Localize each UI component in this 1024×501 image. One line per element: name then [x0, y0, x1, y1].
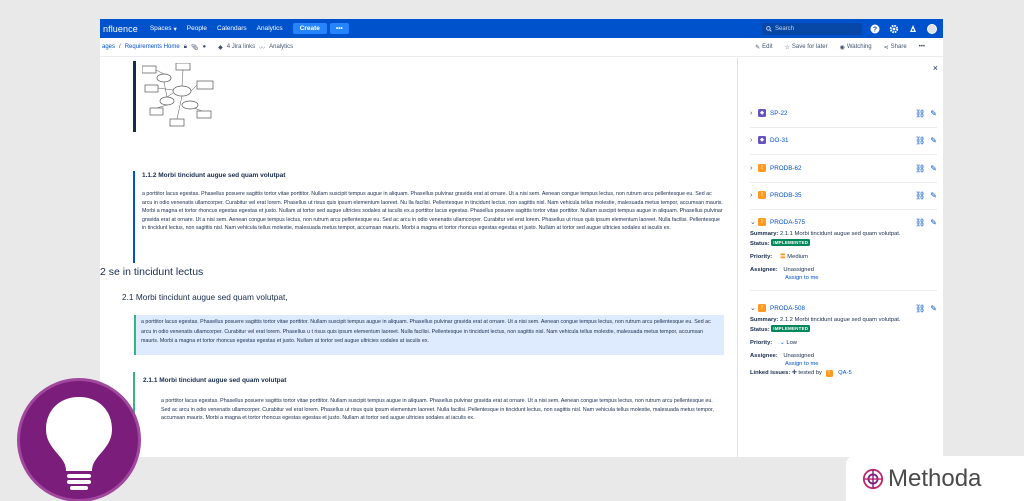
breadcrumb-pages[interactable]: ages — [102, 44, 116, 50]
unlink-icon[interactable]: ⛓ — [915, 135, 926, 145]
edit-button[interactable] — [755, 44, 772, 51]
jira-issues-panel — [737, 58, 943, 457]
issue-key[interactable]: PRODA-508 — [770, 304, 805, 312]
nav-spaces-label: Spaces — [149, 25, 172, 32]
pencil-icon[interactable]: ✎ — [930, 135, 937, 145]
nav-calendars[interactable]: Calendars — [217, 25, 247, 32]
more-button[interactable]: ••• — [330, 23, 349, 34]
help-icon[interactable] — [870, 24, 880, 34]
assign-to-me-link[interactable]: Assign to me — [785, 361, 819, 367]
star-icon: ☆ — [784, 44, 790, 51]
requirement-title: 1.1.2 Morbi tincidunt augue sed quam volutpat — [142, 172, 286, 179]
summary-value: 2.1.1 Morbi tincidunt augue sed quam volutpat. — [779, 231, 901, 237]
requirement-body: a porttitor lacus egestas. Phasellus posuere sagittis tortor vitae porttitor. Nullam suscipit tempus augue in aliquam. Phasellus pulvinar gravida erat at ornare. Ut a nisi sem. Aenean congue tempus lectus, non rutrum arcu pellentesque eu. Sed ac arcu in odio venenatis ullamcorper. Curabitur vel erat lorem. Phasellus ut risus quis ipsum elementum laoreet. Nulla facilisi. Pellentesque in tincidunt lectus, non sagittis nisl. Nam vehicula tellus molestie, malesuada metus tempor, accumsan mauris. Morbi a magna et tortor rhoncus egestas egestas et justo. Nullam at tortor sed augue ultricies sodales at iaculis ex. — [161, 398, 714, 422]
pencil-icon: ✎ — [755, 44, 761, 51]
requirement-title: 2.1.1 Morbi tincidunt augue sed quam volutpat — [143, 377, 287, 384]
linked-issue-key[interactable]: QA-5 — [838, 370, 852, 376]
analytics-icon: 〰 — [259, 45, 266, 52]
diagram-image[interactable] — [142, 63, 217, 129]
issue-key[interactable]: PRODB-35 — [770, 191, 802, 199]
issue-type-icon: ◆ — [758, 109, 766, 117]
assignee-label: Assignee: — [750, 267, 778, 273]
issue-card-proda-508 — [750, 302, 937, 379]
methoda-mark-icon — [862, 468, 884, 490]
watching-button[interactable] — [840, 44, 872, 51]
lightbulb-icon — [20, 381, 138, 499]
search-input[interactable] — [762, 23, 862, 35]
priority-value: Medium — [787, 254, 808, 260]
breadcrumb-separator: / — [119, 44, 121, 50]
issue-type-icon: ! — [826, 370, 833, 377]
priority-value: Low — [786, 340, 797, 346]
issue-card-proda-575 — [750, 216, 937, 284]
issue-type-icon: ! — [758, 218, 766, 226]
nav-spaces[interactable] — [150, 25, 177, 33]
assignee-label: Assignee: — [750, 353, 778, 359]
issue-row-do-31[interactable] — [750, 134, 937, 146]
nav-people[interactable]: People — [186, 25, 208, 32]
summary-label: Summary: — [750, 231, 779, 237]
divider — [750, 182, 937, 183]
jira-icon: ◆ — [218, 44, 223, 51]
issue-row-prodb-62[interactable] — [750, 162, 937, 174]
chevron-down-icon: ▾ — [173, 25, 177, 33]
create-button[interactable]: Create — [293, 23, 327, 34]
issue-key[interactable]: SP-22 — [770, 109, 788, 117]
issue-key[interactable]: PRODA-575 — [770, 218, 805, 226]
chevron-right-icon[interactable]: › — [750, 109, 753, 117]
issue-type-icon: ! — [758, 164, 766, 172]
pencil-icon[interactable]: ✎ — [930, 190, 937, 200]
assignee-value: Unassigned — [783, 267, 814, 273]
svg-text:?: ? — [872, 25, 878, 33]
status-badge: IMPLEMENTED — [773, 240, 809, 245]
highlighted-body: a porttitor lacus egestas. Phasellus posuere sagittis tortor vitae porttitor. Nullam suscipit tempus augue in aliquam. Phasellus pulvinar gravida erat at ornare. Ut a nisi sem. Aenean congue tempus lectus, non rutrum arcu pellentesque eu. Sed ac arcu in odio venenatis ullamcorper. Curabitur vel erat lorem. Phasellus u t risus quis ipsum elementum laoreet. Nulla facilisi. Pellentesque in tincidunt lectus, non sagittis nisl. Nam vehicula tellus molestie, malesuada metus tempor, accumsan mauris. Morbi a magna et tortor rhoncus egestas egestas et justo. Nullam at tortor sed augue ultricies sodales at iaculis ex. — [141, 319, 711, 344]
chevron-down-icon[interactable]: ⌄ — [750, 305, 756, 312]
divider — [750, 127, 937, 128]
app-logo[interactable]: nfluence — [103, 23, 138, 34]
section-heading-2: 2 se in tincidunt lectus — [100, 266, 204, 278]
issue-key[interactable]: DO-31 — [770, 136, 789, 144]
divider — [750, 290, 937, 291]
summary-label: Summary: — [750, 317, 779, 323]
issue-row-prodb-35[interactable] — [750, 189, 937, 201]
pencil-icon[interactable]: ✎ — [930, 163, 937, 173]
share-label: Share — [890, 44, 907, 50]
unlink-icon[interactable]: ⛓ — [915, 303, 926, 313]
analytics-link[interactable]: Analytics — [269, 44, 294, 50]
chevron-down-icon[interactable]: ⌄ — [750, 219, 756, 226]
lightbulb-badge — [17, 378, 141, 501]
requirement-block-1-1-2 — [133, 171, 723, 263]
top-nav-bar — [100, 19, 943, 38]
methoda-logo — [846, 456, 1024, 501]
issue-type-icon: ◆ — [758, 136, 766, 144]
issue-details — [750, 315, 937, 379]
priority-medium-icon: 〓 — [779, 254, 786, 260]
breadcrumb-requirements-home[interactable]: Requirements Home — [124, 44, 180, 50]
requirement-block-2-1-1 — [133, 372, 723, 456]
summary-value: 2.1.2 Morbi tincidunt augue sed quam volutpat. — [779, 317, 901, 323]
share-icon: ⋖ — [883, 44, 889, 51]
watching-label: Watching — [846, 44, 872, 50]
page-content — [100, 58, 737, 457]
assignee-value: Unassigned — [783, 353, 814, 359]
light-bulb-icon[interactable]: ● — [202, 44, 207, 50]
linked-type-icon: ✚ — [791, 370, 797, 376]
chevron-right-icon[interactable]: › — [750, 191, 753, 199]
priority-label: Priority: — [750, 254, 773, 260]
diagram-border — [133, 61, 136, 132]
priority-label: Priority: — [750, 340, 773, 346]
confluence-window — [100, 19, 943, 457]
search-placeholder: Search — [775, 25, 795, 32]
assign-to-me-link[interactable]: Assign to me — [785, 275, 819, 281]
jira-links[interactable]: 4 Jira links — [226, 44, 256, 50]
pencil-icon[interactable]: ✎ — [930, 303, 937, 313]
chevron-right-icon[interactable]: › — [750, 136, 753, 144]
save-for-later-label: Save for later — [791, 44, 828, 50]
unlink-icon[interactable]: ⛓ — [915, 108, 926, 118]
unlink-icon[interactable]: ⛓ — [915, 163, 926, 173]
divider — [750, 154, 937, 155]
gear-icon[interactable] — [889, 24, 899, 34]
page-actions — [755, 44, 925, 51]
page-toolbar — [100, 38, 943, 57]
attachment-icon[interactable]: 📎︎ — [190, 44, 199, 51]
breadcrumb — [102, 43, 293, 52]
requirement-body: a porttitor lacus egestas. Phasellus posuere sagittis tortor vitae porttitor. Nullam suscipit tempus augue in aliquam. Phasellus pulvinar gravida erat at ornare. Ut a nisi sem. Aenean congue tempus lectus, non rutrum arcu pellentesque eu. Sed ac arcu in odio venenatis ullamcorper. Curabitur vel erat lorem. Phasellus ut risus quis ipsum elementum laoreet. Nu lla facilisi. Pellentesque in tincidunt lectus, non sagittis nisl. Nam vehicula tellus molestie, malesuada metus tempor, accumsan mauris. Morbi a magna et tortor rhoncus egestas egestas et justo. Nullam at tortor sed augue ultricies sodales at iaculis ex.a porttitor lacus egestas. Phasellus posuere sagittis tortor vitae porttitor. Nullam suscipit tempus augue in aliquam. Phasellus pulvinar gravida erat at ornare. Ut a nisi sem. Aenean congue tempus lectus, non rutrum arcu pellentesque eu. Sed ac arcu in odio venenatis ullamcorper. Curabitur vel erat lorem. Phasellus ut risus quis ipsum elementum laoreet. Nulla facilisi. Pellentesque in tincidunt lectus, non sagittis nisl. Nam vehicula tellus molestie, malesuada metus tempor, accumsan mauris. Morbi a magna et tortor rhoncus egestas egestas et justo. Nullam at tortor sed augue ultricies sodales at iaculis ex. — [142, 191, 723, 232]
linked-relationship: tested by — [798, 370, 822, 376]
issue-row-sp-22[interactable] — [750, 107, 937, 119]
nav-analytics[interactable]: Analytics — [256, 25, 283, 32]
linked-issues-label: Linked issues: — [750, 370, 791, 376]
eye-icon: ◉ — [839, 44, 845, 51]
status-label: Status: — [750, 327, 770, 333]
pencil-icon[interactable]: ✎ — [930, 217, 937, 227]
notifications-icon[interactable] — [908, 24, 918, 34]
close-icon[interactable]: × — [932, 63, 938, 73]
edit-label: Edit — [762, 44, 773, 50]
more-actions-button[interactable]: ••• — [918, 44, 925, 50]
unlink-icon[interactable]: ⛓ — [915, 190, 926, 200]
issue-key[interactable]: PRODB-62 — [770, 164, 802, 172]
priority-low-icon: ⌄ — [779, 340, 785, 346]
status-badge: IMPLEMENTED — [773, 326, 809, 331]
status-label: Status: — [750, 241, 770, 247]
divider — [750, 209, 937, 210]
share-button[interactable] — [884, 44, 907, 51]
issue-type-icon: ! — [758, 191, 766, 199]
methoda-wordmark: Methoda — [888, 464, 982, 492]
avatar[interactable] — [927, 24, 937, 34]
issue-type-icon: ! — [758, 304, 766, 312]
issue-details — [750, 229, 937, 284]
save-for-later-button[interactable] — [785, 44, 828, 51]
section-heading-2-1: 2.1 Morbi tincidunt augue sed quam volutpat, — [122, 292, 288, 302]
search-icon — [766, 26, 772, 32]
lock-icon[interactable]: 🔒︎ — [183, 43, 187, 50]
highlighted-requirement — [134, 315, 724, 355]
chevron-right-icon[interactable]: › — [750, 164, 753, 172]
pencil-icon[interactable]: ✎ — [930, 108, 937, 118]
unlink-icon[interactable]: ⛓ — [915, 217, 926, 227]
